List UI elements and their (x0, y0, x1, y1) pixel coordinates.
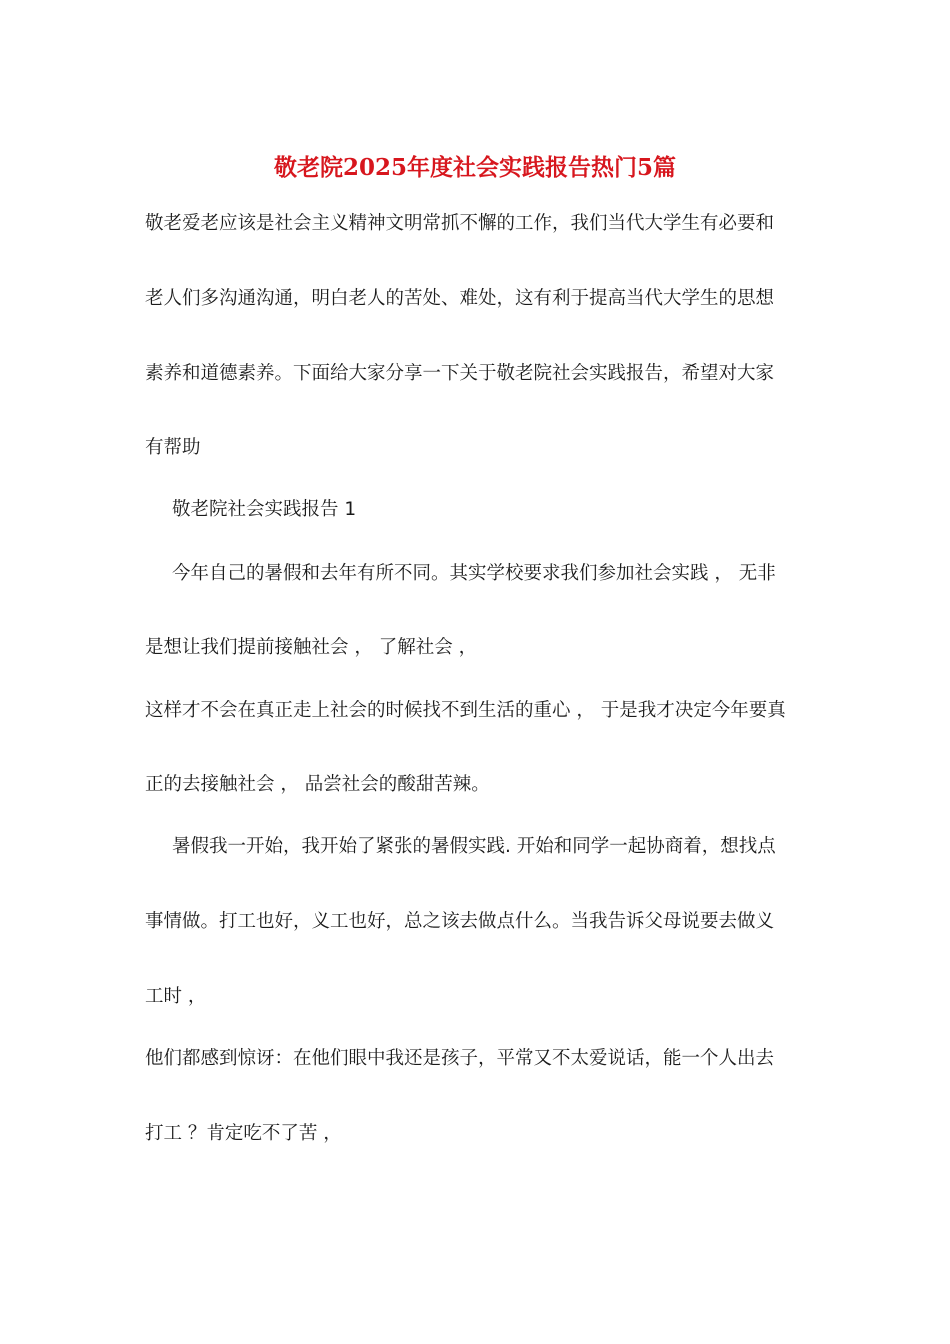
paragraph-line: 老人们多沟通沟通，明白老人的苦处、难处，这有利于提高当代大学生的思想 (145, 288, 775, 309)
paragraph-line: 这样才不会在真正走上社会的时候找不到生活的重心 ， 于是我才决定今年要真 (145, 700, 786, 721)
paragraph-line: 暑假我一开始，我开始了紧张的暑假实践. 开始和同学一起协商着，想找点 (172, 836, 776, 857)
document-title: 敬老院2025年度社会实践报告热门5篇 (273, 154, 677, 181)
paragraph-line: 打工 ？肯定吃不了苦 ， (145, 1123, 342, 1144)
paragraph-line: 正的去接触社会 ， 品尝社会的酸甜苦辣。 (145, 774, 490, 795)
paragraph-line: 事情做。打工也好，义工也好，总之该去做点什么。当我告诉父母说要去做义 (145, 911, 775, 932)
paragraph-line: 有帮助 (145, 437, 201, 458)
paragraph-line: 工时 ， (145, 986, 207, 1007)
paragraph-line: 素养和道德素养。下面给大家分享一下关于敬老院社会实践报告，希望对大家 (145, 363, 775, 384)
section-heading: 敬老院社会实践报告 1 (172, 499, 357, 520)
paragraph-line: 敬老爱老应该是社会主义精神文明常抓不懈的工作，我们当代大学生有必要和 (145, 213, 775, 234)
paragraph-line: 他们都感到惊讶：在他们眼中我还是孩子，平常又不太爱说话，能一个人出去 (145, 1048, 775, 1069)
paragraph-line: 今年自己的暑假和去年有所不同。其实学校要求我们参加社会实践 ， 无非 (172, 563, 776, 584)
paragraph-line: 是想让我们提前接触社会 ， 了解社会 ， (145, 637, 478, 658)
